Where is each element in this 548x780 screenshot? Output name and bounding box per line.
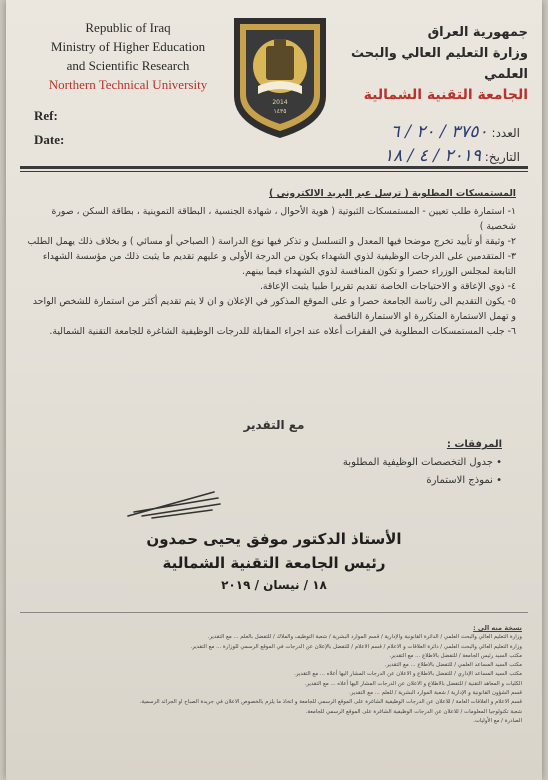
- list-item: ٤- ذوي الإعاقة و الاحتياجات الخاصة تقديم تقريرا طبيا يثبت الإعاقة.: [259, 281, 516, 292]
- date-row: [384, 146, 520, 166]
- cc-line: مكتب السيد رئيس الجامعة / للتفضل بالاطلاع ... مع التقدير.: [389, 652, 522, 659]
- handwritten-signature: [124, 486, 224, 522]
- date-label-en: Date:: [34, 132, 65, 147]
- signature-date: ١٨ / نيسان / ٢٠١٩: [221, 578, 327, 592]
- list-item: ٣- المتقدمين على الدرجات الوظيفية لذوي الشهداء يكون من الدرجة الأولى و عليهم تقديم ما يثبت ذلك من مؤسسة الشهداء التابعة لمجلس الوزراء حصرا و تكون المنافسة لذوي الشهداء فيما بينهم.: [42, 251, 516, 277]
- cc-line: قسم الاعلام و العلاقات العامة / للاعلان عن الدرجات الوظيفية الشاغرة على الموقع الرسمي للجامعة و اتخاذ ما يلزم بالخصوص الاعلان في جريدة الصباح او الجرائد الرسمية.: [139, 699, 522, 706]
- header-divider-thin: [20, 171, 528, 172]
- cc-line: الكليات و المعاهد التقنية / للتفضل بالاطلاع و الاعلان عن الدرجات المشار اليها أعلاه ... مع التقدير.: [304, 680, 522, 687]
- cc-line: مكتب السيد المساعد الإداري / للتفضل بالاطلاع و الاعلان عن الدرجات المشار اليها أعلاه ... مع التقدير.: [294, 671, 522, 678]
- cc-line: الصادرة / مع الأوليات.: [473, 717, 522, 724]
- university-name-ar: الجامعة التقنية الشمالية: [363, 87, 528, 103]
- cc-title: نسخة منه الى :: [473, 624, 522, 632]
- attachments-title: المرفقات :: [446, 439, 502, 450]
- country-name-en: Republic of Iraq: [85, 20, 171, 35]
- attachment-item: • جدول التخصصات الوظيفية المطلوبة: [342, 457, 502, 468]
- university-name-en: Northern Technical University: [48, 77, 208, 92]
- university-seal-logo: [228, 12, 332, 142]
- ref-number-row: [391, 122, 520, 142]
- cc-line: شعبة تكنولوجيا المعلومات / للاعلان عن الدرجات الوظيفية الشاغرة على الموقع الرسمي للجامعة.: [305, 708, 522, 715]
- ministry-name-ar: وزارة التعليم العالي والبحث العلمي: [351, 46, 528, 82]
- attachment-item: • نموذج الاستمارة: [426, 475, 502, 486]
- signatory-name: الأستاذ الدكتور موفق يحيى حمدون: [146, 530, 402, 548]
- letter-body: [26, 186, 516, 339]
- ministry-name-en-2: and Scientific Research: [66, 58, 190, 73]
- country-name-ar: جمهورية العراق: [427, 25, 528, 40]
- ref-label-ar: العدد:: [491, 126, 520, 140]
- cc-line: وزارة التعليم العالي والبحث العلمي / دائرة العلاقات و الاعلام / قسم الاعلام / للتفضل بالإعلان عن الدرجات في الموقع الرسمي للوزارة ... مع التقدير.: [190, 643, 522, 650]
- attachments: [343, 436, 502, 490]
- ref-label-en: Ref:: [34, 108, 58, 123]
- cc-line: مكتب السيد المساعد العلمي / للتفضل بالاطلاع ... مع التقدير.: [384, 662, 522, 669]
- seal-year-top: 2014: [272, 99, 288, 106]
- footer-divider: [20, 612, 528, 613]
- list-item: ١- استمارة طلب تعيين - المستمسكات الثبوتية ( هوية الأحوال ، شهادة الجنسية ، البطاقة التموينية ، بطاقة السكن ، صورة شخصية ): [51, 206, 516, 232]
- list-item: ٦- جلب المستمسكات المطلوبة في الفقرات أعلاه عند اجراء المقابلة للدرجات الوظيفية الشاغرة للجامعة التقنية الشمالية.: [49, 326, 516, 337]
- document-page: [6, 0, 542, 780]
- seal-year-bottom: ١٤٣٥: [273, 108, 287, 115]
- ref-number: ٣٧٥٠ / ٢٠ / ٦: [390, 122, 488, 142]
- copy-distribution-list: [24, 624, 522, 726]
- list-item: ٢- وثيقة أو تأييد تخرج موضحا فيها المعدل و التسلسل و تذكر فيها نوع الدراسة ( الصباحي أو مسائي ) و بخلاف ذلك يهمل الطلب: [27, 236, 516, 247]
- documents-title: المستمسكات المطلوبة ( ترسل عبر البريد الالكتروني ): [269, 188, 516, 199]
- cc-line: قسم الشؤون القانونية و الإدارية / شعبة الموارد البشرية / للعلم ... مع التقدير.: [349, 690, 522, 697]
- signatory-title: رئيس الجامعة التقنية الشمالية: [162, 554, 386, 572]
- issue-date: ٢٠١٩ / ٤ / ١٨: [383, 146, 481, 166]
- cc-line: وزارة التعليم العالي والبحث العلمي / الدائرة القانونية والإدارية / قسم الموارد البشرية / شعبة التوظيف والملاك / للتفضل بالعلم ... مع التقدير.: [207, 634, 522, 641]
- date-label-ar: التاريخ:: [484, 150, 520, 164]
- closing-greeting: مع التقدير: [243, 418, 305, 432]
- list-item: ٥- يكون التقديم الى رئاسة الجامعة حصرا و على الموقع المذكور في الإعلان و ان لا يتم تقديم أكثر من استمارة للشخص الواحد و تهمل الاستمارة المتكررة او الاستمارة الناقصة: [32, 296, 516, 322]
- english-letterhead: [28, 18, 228, 94]
- ministry-name-en: Ministry of Higher Education: [50, 39, 206, 54]
- arabic-letterhead: [328, 22, 528, 106]
- header-divider: [20, 166, 528, 169]
